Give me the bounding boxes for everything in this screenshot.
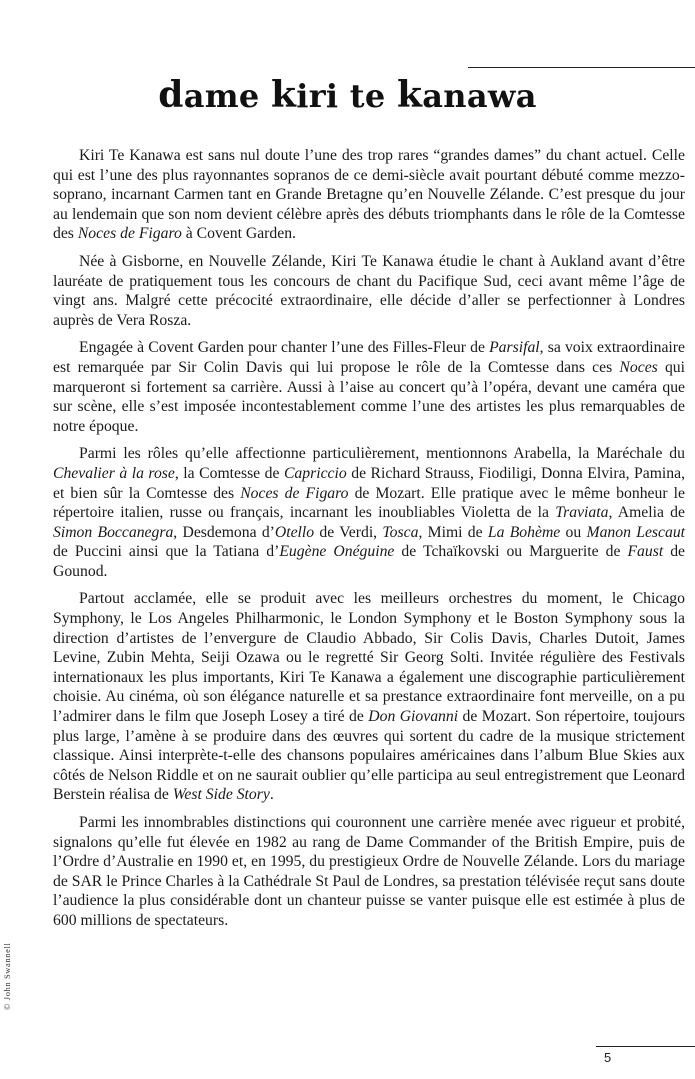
paragraph	[53, 338, 685, 436]
text-segment: .	[269, 786, 274, 804]
text-segment: de Puccini ainsi que la Tatiana d’	[53, 543, 280, 561]
top-rule	[468, 67, 695, 68]
italic-title: Faust	[627, 543, 664, 561]
italic-title: Parsifal	[489, 339, 540, 357]
photo-credit: © John Swannell	[2, 942, 12, 1010]
page-number: 5	[604, 1050, 612, 1065]
text-segment: Kiri Te Kanawa est sans nul doute l’une des trop rares “grandes dames” du chant actuel. Celle qui est l’une des plus rayonnantes sopranos de ce demi-siècle avait pourtant débuté comme mezzo-soprano, incarnant Carmen tant en Grande Bretagne qu’en Nouvelle Zélande. C’est presque du jour au lendemain que son nom devient célèbre après des débuts triomphants dans le rôle de la Comtesse des	[53, 147, 685, 243]
text-segment: de Verdi,	[314, 523, 383, 541]
text-segment: , Amelia de	[608, 504, 685, 522]
italic-title: Tosca	[382, 523, 419, 541]
italic-title: Don Giovanni	[368, 708, 459, 726]
title-letter-d: d	[158, 74, 184, 116]
italic-title: La Bohème	[487, 523, 561, 541]
title-word-dame: ame	[183, 77, 272, 115]
italic-title: Noces	[619, 358, 658, 376]
paragraph	[53, 589, 685, 805]
paragraph	[53, 444, 685, 581]
text-segment: de Mozart. Elle pratique avec le même bonheur le répertoire italien, russe ou français, incarnant les inoubliables Violetta de la	[53, 484, 685, 522]
bottom-rule	[596, 1046, 695, 1047]
italic-title: West Side Story	[172, 786, 270, 804]
text-segment: , la Comtesse de	[174, 464, 284, 482]
text-segment: de Gounod.	[53, 543, 686, 580]
text-segment: ou	[560, 523, 587, 541]
italic-title: Otello	[274, 523, 315, 541]
italic-title: Capriccio	[283, 464, 347, 482]
title-word-kiri-te: iri te	[296, 77, 397, 115]
biography-text	[53, 146, 685, 931]
text-segment: de Mozart. Son répertoire, toujours plus large, l’amène à se produire dans des œuvres qui sortent du cadre de la musique strictement classique. Ainsi interprète-t-elle des chansons populaires américaines dans l’album Blue Skies aux côtés de Nelson Riddle et on ne saurait oublier qu’elle participa au seul entregistrement que Leonard Berstein réalisa de	[53, 708, 686, 804]
text-segment: à Covent Garden.	[181, 225, 296, 243]
text-segment: de Richard Strauss, Fiodiligi, Donna Elvira, Pamina, et bien sûr la Comtesse des	[53, 464, 686, 502]
text-segment: , Mimi de	[418, 523, 488, 541]
text-segment: qui marqueront si fortement sa carrière. Aussi à l’aise au concert qu’à l’opéra, devant une caméra que sur scène, elle s’est imposée incontestablement comme l’une des artistes les plus remarquables de notre époque.	[53, 358, 686, 435]
text-segment: Née à Gisborne, en Nouvelle Zélande, Kiri Te Kanawa étudie le chant à Aukland avant d’être lauréate de pratiquement tous les concours de chant du Pacifique Sud, ceci avant même l’âge de vingt ans. Malgré cette précocité extraordinaire, elle décide d’aller se perfectionner à Londres auprès de Vera Rosza.	[53, 252, 685, 329]
text-segment: Partout acclamée, elle se produit avec les meilleurs orchestres du moment, le Chicago Symphony, le Los Angeles Philharmonic, le London Symphony et le Boston Symphony sous la direction d’artistes de l’envergure de Claudio Abbado, Sir Colis Davis, Charles Dutoit, James Levine, Zubin Mehta, Seiji Ozawa ou le regretté Sir Georg Solti. Invitée régulière des Festivals internationaux les plus importants, Kiri Te Kanawa a également une discographie particulièrement choisie. Au cinéma, où son élégance naturelle et sa prestance extraordinaire font merveille, on a pu l’admirer dans le film que Joseph Losey a tiré de	[53, 590, 685, 726]
paragraph	[53, 252, 685, 330]
text-segment: , Desdemona d’	[173, 523, 275, 541]
text-segment: Parmi les innombrables distinctions qui couronnent une carrière menée avec rigueur et probité, signalons qu’elle fut élevée en 1982 au rang de Dame Commander of the British Empire, puis de l’Ordre d’Australie en 1990 et, en 1995, du prestigieux Ordre de Nouvelle Zélande. Lors du mariage de SAR le Prince Charles à la Cathédrale St Paul de Londres, sa prestation télévisée reçut sans doute l’audience la plus considérable dont un chanteur puisse se vanter puisque elle est estimée à plus de 600 millions de spectateurs.	[53, 814, 685, 929]
italic-title: Manon Lescaut	[586, 523, 686, 541]
title-letter-k1: k	[271, 74, 297, 116]
paragraph	[53, 813, 685, 931]
page-title	[0, 74, 695, 117]
italic-title: Noces de Figaro	[77, 225, 182, 243]
italic-title: Noces de Figaro	[240, 484, 349, 502]
italic-title: Eugène Onéguine	[279, 543, 395, 561]
italic-title: Simon Boccanegra	[53, 523, 174, 541]
text-segment: de Tchaïkovski ou Marguerite de	[394, 543, 628, 561]
italic-title: Traviata	[555, 504, 609, 522]
text-segment: Parmi les rôles qu’elle affectionne particulièrement, mentionnons Arabella, la Maréchale du	[79, 445, 685, 463]
italic-title: Chevalier à la rose	[53, 464, 175, 482]
text-segment: Engagée à Covent Garden pour chanter l’une des Filles-Fleur de	[79, 339, 490, 357]
title-word-kanawa: anawa	[422, 77, 537, 115]
text-segment: , sa voix extraordinaire est remarquée par Sir Colin Davis qui lui propose le rôle de la Comtesse dans ces	[53, 339, 685, 376]
paragraph	[53, 146, 685, 244]
title-letter-k2: k	[396, 74, 423, 116]
